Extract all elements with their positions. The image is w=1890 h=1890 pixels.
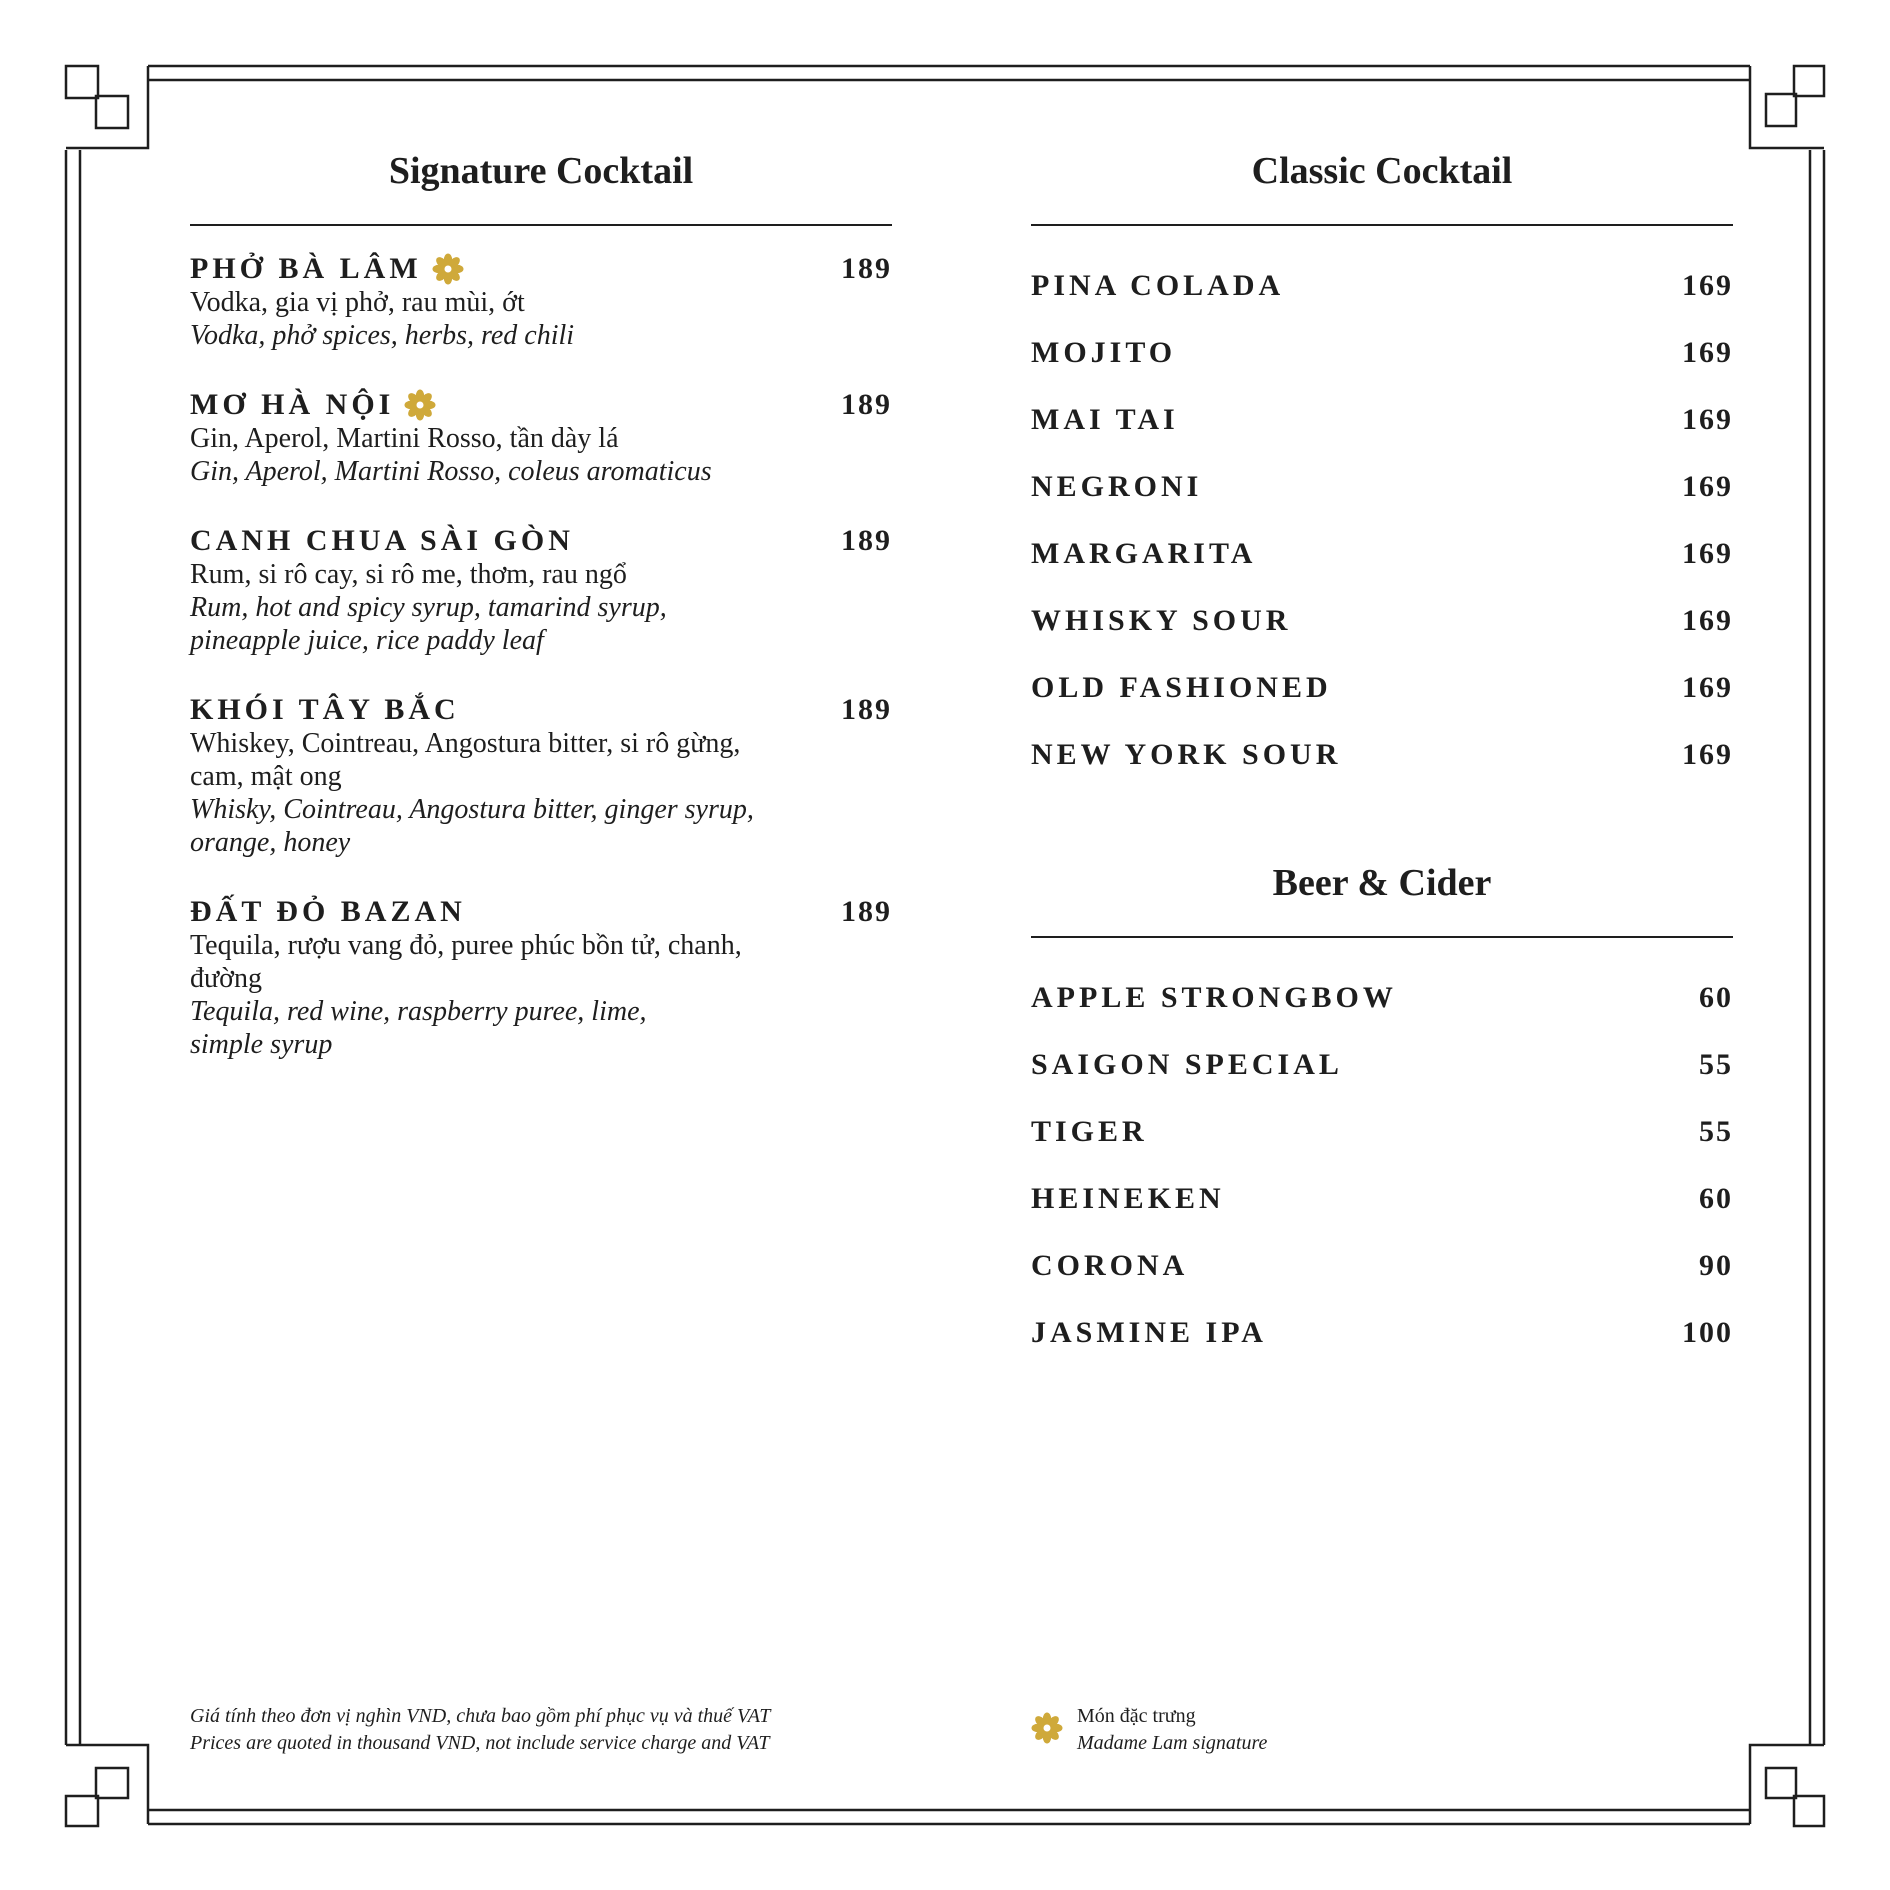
- item-name: OLD FASHIONED: [1031, 670, 1332, 704]
- item-name: NEW YORK SOUR: [1031, 737, 1342, 771]
- item-price: 189: [841, 693, 892, 726]
- item-price: 169: [1682, 268, 1733, 302]
- legend-en: Madame Lam signature: [1077, 1732, 1268, 1754]
- menu-item: [190, 524, 892, 657]
- menu-item: [190, 895, 892, 1061]
- item-name: MARGARITA: [1031, 536, 1257, 570]
- item-desc-en: pineapple juice, rice paddy leaf: [190, 625, 544, 656]
- section-divider: [190, 224, 892, 226]
- item-name: WHISKY SOUR: [1031, 603, 1292, 637]
- gold-flower-icon: [394, 389, 436, 421]
- section-title: Classic Cocktail: [1251, 150, 1513, 192]
- item-desc-en: Tequila, red wine, raspberry puree, lime,: [190, 996, 647, 1027]
- item-name: MAI TAI: [1031, 402, 1179, 436]
- section-divider: [1031, 224, 1733, 226]
- menu-item: [1031, 964, 1733, 1031]
- item-header: [190, 388, 892, 422]
- item-name-text: CANH CHUA SÀI GÒN: [190, 524, 574, 557]
- signature-legend: [1031, 1703, 1267, 1757]
- item-name: [190, 388, 436, 422]
- classic-list: [1031, 252, 1733, 788]
- section-title: Beer & Cider: [1272, 862, 1492, 904]
- signature-cocktail-section: [190, 140, 892, 1097]
- item-desc-vi: Whiskey, Cointreau, Angostura bitter, si rô gừng, cam, mật ong: [190, 728, 741, 792]
- footnote-vi: Giá tính theo đơn vị nghìn VND, chưa bao gồm phí phục vụ và thuế VAT: [190, 1705, 771, 1727]
- price-footnote: [190, 1703, 770, 1757]
- item-price: 169: [1682, 402, 1733, 436]
- item-price: 189: [841, 524, 892, 557]
- item-price: 169: [1682, 737, 1733, 771]
- item-desc-vi: Vodka, gia vị phở, rau mùi, ớt: [190, 287, 525, 318]
- item-name-text: ĐẤT ĐỎ BAZAN: [190, 895, 466, 928]
- item-name: MOJITO: [1031, 335, 1177, 369]
- item-desc-vi: Rum, si rô cay, si rô me, thơm, rau ngổ: [190, 559, 627, 590]
- section-divider: [1031, 936, 1733, 938]
- menu-item: [190, 388, 892, 488]
- menu-item: [1031, 1299, 1733, 1366]
- gold-flower-icon: [1031, 1712, 1077, 1749]
- item-header: [190, 524, 892, 558]
- item-desc-en: orange, honey: [190, 827, 351, 858]
- item-name: NEGRONI: [1031, 469, 1203, 503]
- item-price: 189: [841, 895, 892, 928]
- item-price: 169: [1682, 335, 1733, 369]
- menu-item: [1031, 721, 1733, 788]
- section-title: Signature Cocktail: [388, 150, 694, 192]
- menu-item: [1031, 1165, 1733, 1232]
- item-name: [190, 693, 460, 727]
- menu-item: [190, 693, 892, 859]
- item-name: SAIGON SPECIAL: [1031, 1047, 1343, 1081]
- menu-item: [1031, 252, 1733, 319]
- item-price: 60: [1699, 980, 1733, 1014]
- menu-item: [1031, 520, 1733, 587]
- item-price: 55: [1699, 1047, 1733, 1081]
- gold-flower-icon: [422, 253, 464, 285]
- item-desc-en: simple syrup: [190, 1029, 333, 1060]
- item-name-text: KHÓI TÂY BẮC: [190, 693, 460, 726]
- item-header: [190, 895, 892, 929]
- item-desc-vi: Gin, Aperol, Martini Rosso, tần dày lá: [190, 423, 619, 454]
- item-name-text: MƠ HÀ NỘI: [190, 388, 395, 421]
- item-desc-vi: Tequila, rượu vang đỏ, puree phúc bồn tử, chanh, đường: [190, 930, 742, 994]
- item-name: HEINEKEN: [1031, 1181, 1225, 1215]
- item-price: 90: [1699, 1248, 1733, 1282]
- footnote-en: Prices are quoted in thousand VND, not include service charge and VAT: [190, 1732, 770, 1754]
- menu-item: [1031, 386, 1733, 453]
- item-desc-en: Rum, hot and spicy syrup, tamarind syrup,: [190, 592, 667, 623]
- item-name: JASMINE IPA: [1031, 1315, 1267, 1349]
- item-name: [190, 895, 466, 929]
- signature-list: [190, 252, 892, 1061]
- item-name-text: PHỞ BÀ LÂM: [190, 252, 422, 285]
- classic-cocktail-section: [1031, 140, 1733, 788]
- item-name: CORONA: [1031, 1248, 1189, 1282]
- item-price: 60: [1699, 1181, 1733, 1215]
- beer-list: [1031, 964, 1733, 1366]
- item-name: APPLE STRONGBOW: [1031, 980, 1397, 1014]
- item-name: [190, 252, 464, 286]
- item-desc-en: Vodka, phở spices, herbs, red chili: [190, 320, 575, 351]
- menu-item: [1031, 319, 1733, 386]
- item-price: 169: [1682, 603, 1733, 637]
- menu-item: [1031, 453, 1733, 520]
- menu-item: [1031, 1098, 1733, 1165]
- item-name: PINA COLADA: [1031, 268, 1285, 302]
- item-header: [190, 252, 892, 286]
- right-column: [1031, 140, 1733, 1366]
- menu-item: [1031, 1232, 1733, 1299]
- item-desc-en: Gin, Aperol, Martini Rosso, coleus aromaticus: [190, 456, 712, 487]
- item-price: 189: [841, 252, 892, 285]
- menu-item: [1031, 1031, 1733, 1098]
- legend-vi: Món đặc trưng: [1077, 1705, 1196, 1727]
- item-price: 169: [1682, 536, 1733, 570]
- menu-item: [190, 252, 892, 352]
- item-header: [190, 693, 892, 727]
- item-desc-en: Whisky, Cointreau, Angostura bitter, ginger syrup,: [190, 794, 754, 825]
- menu-item: [1031, 654, 1733, 721]
- item-name: TIGER: [1031, 1114, 1148, 1148]
- beer-cider-section: [1031, 852, 1733, 1366]
- item-price: 100: [1682, 1315, 1733, 1349]
- item-price: 169: [1682, 469, 1733, 503]
- item-price: 169: [1682, 670, 1733, 704]
- item-price: 55: [1699, 1114, 1733, 1148]
- item-name: [190, 524, 574, 558]
- item-price: 189: [841, 388, 892, 421]
- menu-item: [1031, 587, 1733, 654]
